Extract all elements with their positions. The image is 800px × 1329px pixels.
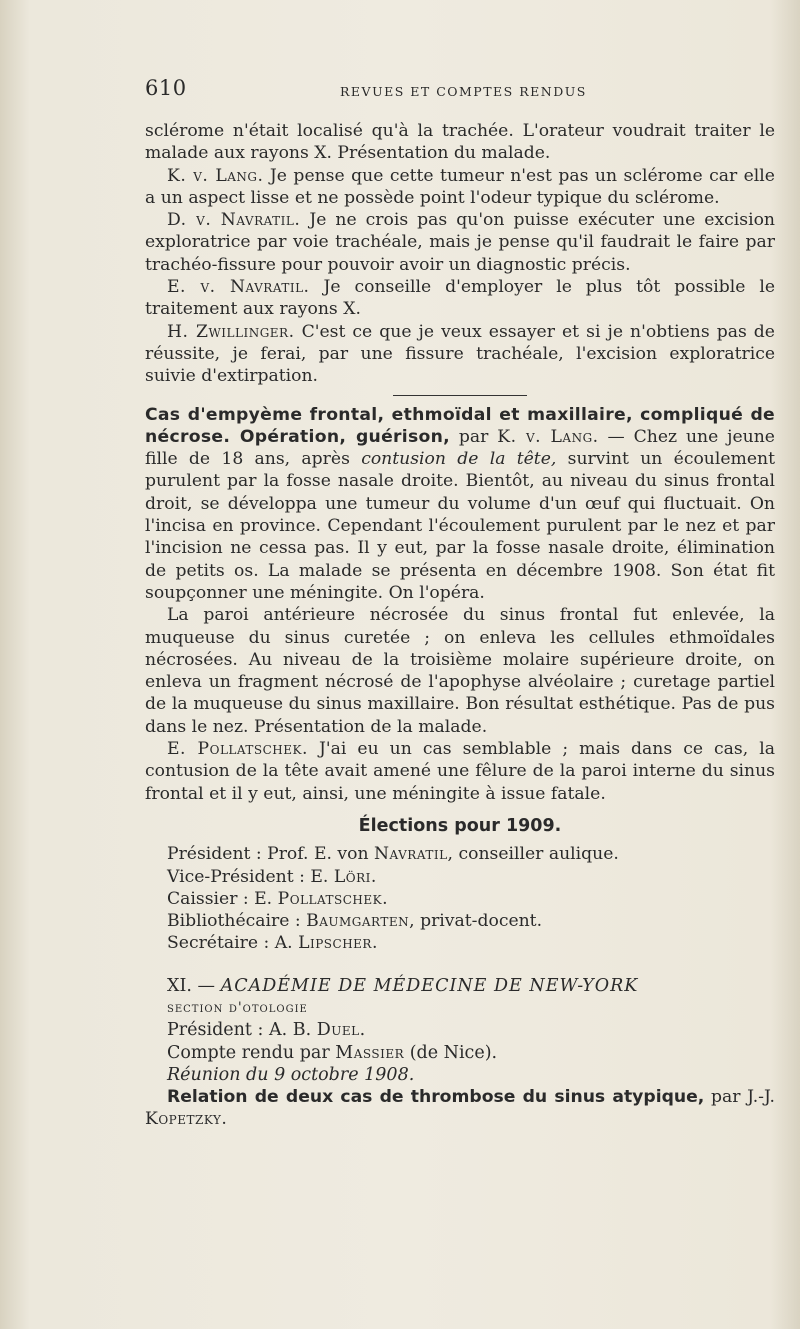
speaker-name: K. v. Lang. [167,165,264,186]
paragraph-text: C'est ce que je veux essayer et si je n'obtiens pas de réussite, je ferai, par une fissure trachéale, l'excision exploratrice suivie d'extirpation. [145,321,775,387]
election-label: Président : Prof. E. von [167,844,375,865]
speaker-name: H. Zwillinger. [167,321,295,342]
case-paragraph-pollatschek [145,738,775,805]
case-title: Cas d'empyème frontal, ethmoïdal et maxillaire, compliqué de nécrose. Opération, guérison, [145,404,775,447]
academy-president-name: Duel [316,1020,360,1041]
article-body [145,120,775,1131]
paragraph-text: sclérome n'était localisé qu'à la trachée. L'orateur voudrait traiter le malade aux rayons X. Présentation du malade. [145,121,775,164]
election-label: Caissier : E. [167,888,278,909]
case-paragraph [145,404,775,605]
election-role: , conseiller aulique. [447,844,619,865]
election-label: Vice-Président : E. [167,866,334,887]
case-author: K. v. Lang. [497,426,599,447]
election-secretaire: Secrétaire : A. Lipscher. [167,933,378,954]
election-name: Löri [333,866,371,887]
case-paragraph-2 [145,604,775,738]
compte-name: Massier [335,1042,405,1063]
speaker-name: E. v. Navratil. [167,277,310,298]
paragraph-e-navratil [145,276,775,321]
academy-meeting-date: Réunion du 9 octobre 1908. [167,1064,415,1085]
academy-president-label: Président : A. B. [167,1020,317,1041]
academy-numeral: XI. — [167,975,221,996]
page-number: 610 [145,76,187,100]
academy-compte-rendu [145,1042,775,1064]
election-bibliothecaire [145,910,775,932]
relation-author: Kopetzky. [145,1109,228,1130]
paragraph-zwillinger [145,321,775,388]
election-president [145,843,775,865]
election-label: Secrétaire : A. [167,933,299,954]
section-divider [393,395,527,396]
elections-title: Élections pour 1909. [358,815,562,836]
paragraph-text: Je pense que cette tumeur n'est pas un sclérome car elle a un aspect lisse et ne possède point l'odeur typique du sclérome. [145,165,775,208]
election-name: Navratil [374,844,448,865]
speaker-name: D. v. Navratil. [167,210,301,231]
running-head: REVUES ET COMPTES RENDUS [340,84,587,99]
compte-place: (de Nice). [404,1042,498,1063]
academy-name: ACADÉMIE DE MÉDECINE DE NEW-YORK [220,975,639,996]
academy-section: section d'otologie [167,999,308,1016]
relation-paragraph [145,1086,775,1131]
paragraph-continuation [145,120,775,165]
academy-president: Président : A. B. Duel. [167,1020,366,1041]
election-vice-president: Vice-Président : E. Löri. [167,866,377,887]
case-text: J'ai eu un cas semblable ; mais dans ce cas, la contusion de la tête avait amené une fêlure de la paroi interne du sinus frontal et il y eut, ainsi, une méningite à issue fatale. [145,739,775,804]
academy-heading [145,975,775,1086]
academy-title [145,975,775,997]
relation-title: Relation de deux cas de thrombose du sinus atypique, [167,1087,705,1108]
election-name: Baumgarten [306,911,410,932]
election-role: , privat-docent. [409,911,543,932]
election-name: Lipscher [298,933,372,954]
speaker-name: E. Pollatschek. [167,739,308,760]
election-label: Bibliothécaire : [167,911,307,932]
relation-par: par J.-J. [704,1087,775,1108]
case-text: La paroi antérieure nécrosée du sinus frontal fut enlevée, la muqueuse du sinus curetée ; on enleva les cellules ethmoïdales nécrosées. Au niveau de la troisième molaire supérieure droite, on enleva un fragment nécrosé de l'apophyse alvéolaire ; curetage partiel de la muqueuse du sinus maxillaire. Bon résultat esthétique. Pas de pus dans le nez. Présentation de la malade. [145,605,775,737]
paragraph-lang [145,165,775,210]
election-caissier: Caissier : E. Pollatschek. [167,888,388,909]
paragraph-text: Je conseille d'employer le plus tôt possible le traitement aux rayons X. [145,277,776,320]
case-italic: contusion de la tête, [361,449,557,470]
case-text: survint un écoulement purulent par la fosse nasale droite. Bientôt, au niveau du sinus frontal droit, se développa une tumeur du volume d'un œuf qui fluctuait. On l'incisa en province. Cependant l'écoulement purulent par le nez et par l'incision ne cessa pas. Il y eut, par la fosse nasale droite, élimination de petits os. La malade se présenta en décembre 1908. Son état fit soupçonner une méningite. On l'opéra. [145,449,775,603]
page-header [145,76,765,108]
paragraph-d-navratil [145,209,775,276]
case-text: — Chez une jeune fille de 18 ans, après [145,426,775,470]
case-par: par [450,426,498,447]
paragraph-text: Je ne crois pas qu'on puisse exécuter une excision exploratrice par voie trachéale, mais je pense qu'il faudrait le faire par trachéo-fissure pour pouvoir avoir un diagnostic précis. [145,210,775,275]
compte-label: Compte rendu par [167,1042,336,1063]
election-name: Pollatschek [277,888,383,909]
